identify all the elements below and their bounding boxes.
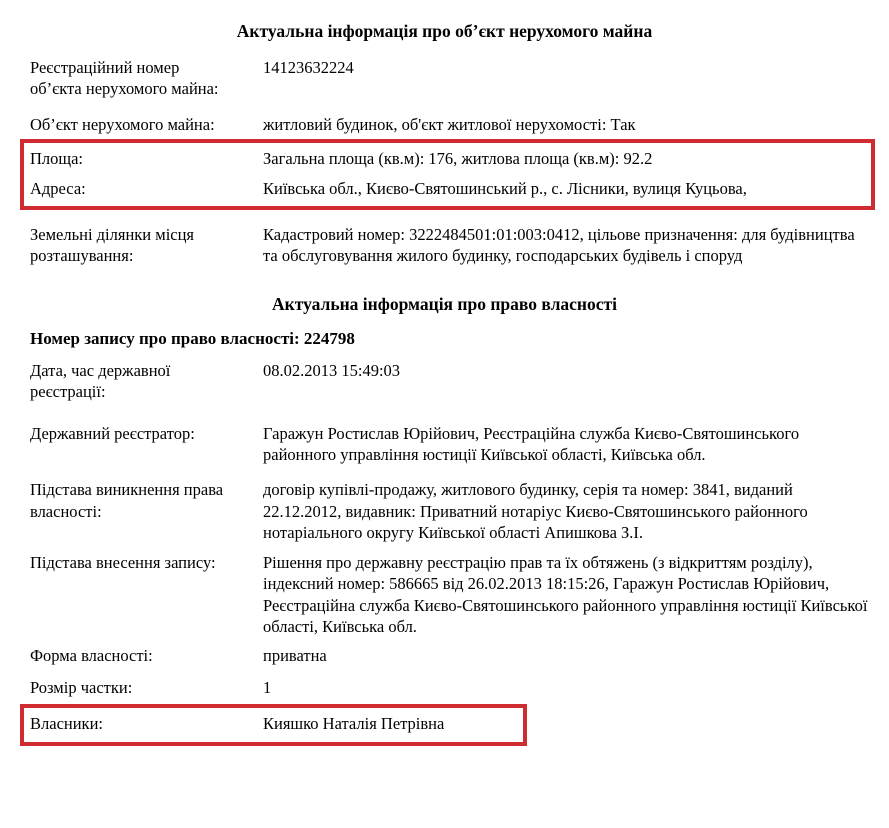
field-row-area (24, 148, 871, 169)
field-label: Площа: (30, 149, 84, 169)
section-title-object: Актуальна інформація про об’єкт нерухомого майна (236, 21, 653, 41)
field-value: 08.02.2013 15:49:03 (263, 360, 401, 380)
field-label: Земельні ділянки місця розташування: (30, 224, 195, 266)
field-value: Кадастровий номер: 3222484501:01:003:0412, цільове призначення: для будівництва та обслуговування жилого будинку, господарських будівель і споруд (263, 224, 855, 266)
field-value: 14123632224 (263, 57, 354, 77)
field-label: Підстава виникнення права власності: (30, 480, 224, 521)
field-row-registrar (0, 423, 889, 466)
field-value: Гаражун Ростислав Юрійович, Реєстраційна служба Києво-Святошинського районного управління юстиції Київської області, Київська обл. (263, 423, 800, 464)
field-label: Власники: (30, 714, 103, 734)
field-row-object (0, 114, 889, 135)
field-row-owners (24, 713, 523, 734)
field-row-basis-entry (0, 552, 889, 638)
field-row-date (0, 360, 889, 403)
field-label: Об’єкт нерухомого майна: (30, 114, 215, 134)
field-row-reg-number (0, 57, 889, 100)
field-label: Адреса: (30, 178, 86, 198)
field-value: договір купівлі-продажу, житлового будинку, серія та номер: 3841, виданий 22.12.2012, видавник: Приватний нотаріус Києво-Святошинського районного нотаріального округу Київської області Апишкова З.І. (263, 480, 808, 543)
record-number-heading: Номер запису про право власності: 224798 (30, 328, 355, 348)
field-label: Розмір частки: (30, 677, 133, 697)
field-row-address (24, 178, 871, 199)
field-label: Підстава внесення запису: (30, 552, 216, 572)
field-label: Державний реєстратор: (30, 423, 195, 443)
field-value: 1 (263, 677, 272, 697)
field-value: Рішення про державну реєстрацію прав та їх обтяжень (з відкриттям розділу), індексний номер: 586665 від 26.02.2013 18:15:26, Гаражун Ростислав Юрійович, Реєстраційна служба Києво-Святошинського районного управління юстиції Київської області, Київська обл. (263, 552, 868, 637)
field-label: Форма власності: (30, 646, 153, 666)
field-row-basis-origin (0, 479, 889, 543)
field-value: житловий будинок, об'єкт житлової нерухомості: Так (263, 114, 636, 134)
field-row-ownership-form (0, 645, 889, 666)
field-value: Кияшко Наталія Петрівна (263, 714, 445, 734)
field-label: Реєстраційний номер об’єкта нерухомого майна: (30, 57, 219, 99)
field-value: Київська обл., Києво-Святошинський р., с. Лісники, вулиця Куцьова, (263, 178, 747, 198)
field-value: приватна (263, 646, 327, 666)
field-label: Дата, час державної реєстрації: (30, 360, 171, 402)
highlight-box-owners (20, 704, 527, 745)
section-title-ownership: Актуальна інформація про право власності (272, 293, 617, 314)
field-value: Загальна площа (кв.м): 176, житлова площа (кв.м): 92.2 (263, 149, 653, 169)
field-row-share-size (0, 677, 889, 698)
highlight-box-area-address (20, 139, 875, 210)
field-row-land (0, 224, 889, 267)
